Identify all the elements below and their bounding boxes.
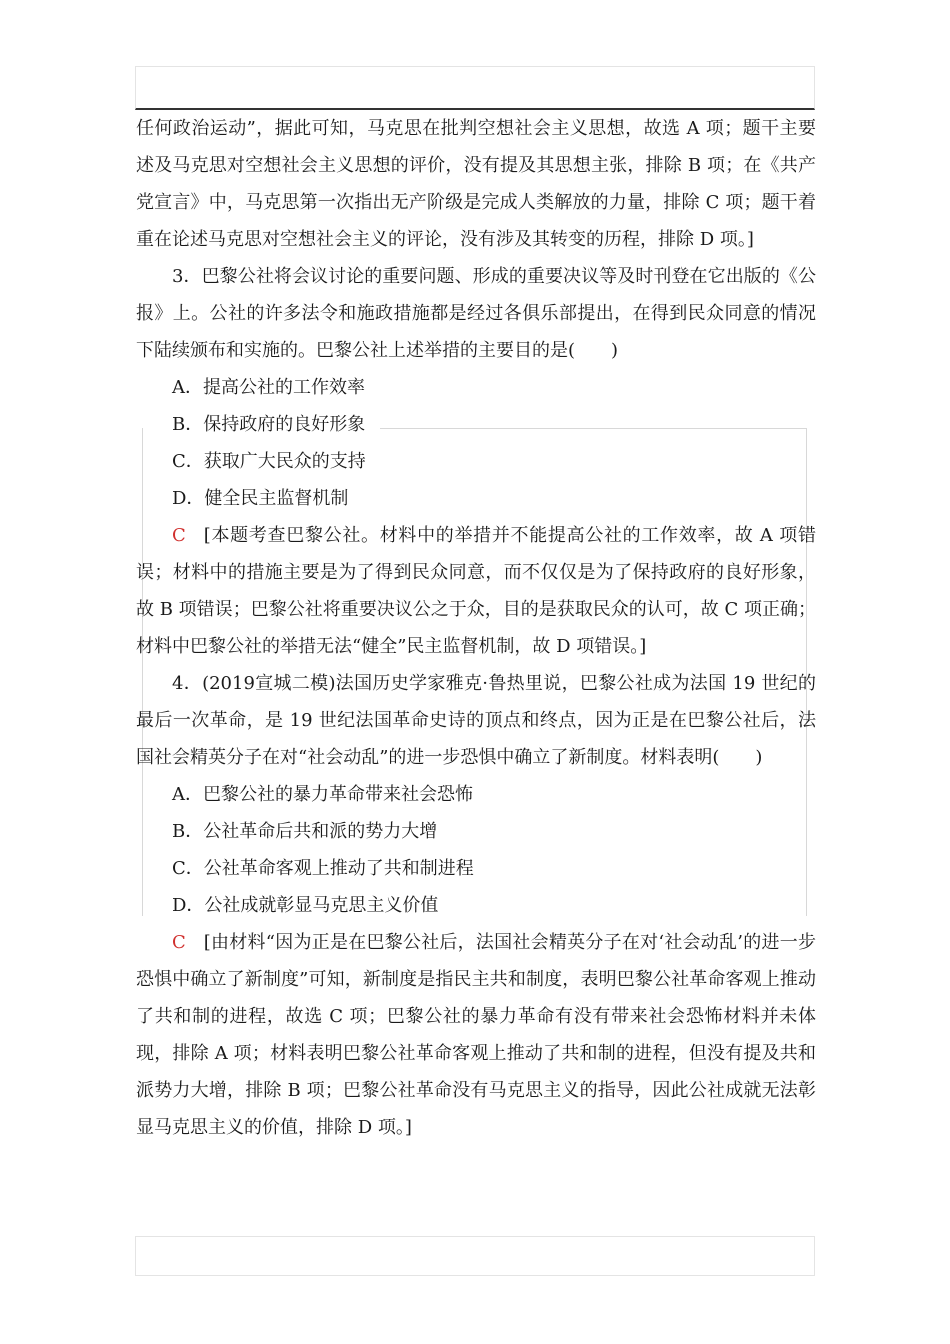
question-3-option-a: A．提高公社的工作效率: [172, 377, 365, 398]
question-3-option-c: C．获取广大民众的支持: [172, 451, 366, 472]
question-3-answer: C: [172, 525, 186, 546]
question-3-stem: 3．巴黎公社将会议讨论的重要问题、形成的重要决议等及时刊登在它出版的《公报》上。公社的许多法令和施政措施都是经过各俱乐部提出，在得到民众同意的情况下陆续颁布和实施的。巴黎公社上述举措的主要目的是( ): [136, 266, 816, 361]
question-4-option-a: A．巴黎公社的暴力革命带来社会恐怖: [172, 784, 473, 805]
question-4-option-d: D．公社成就彰显马克思主义价值: [172, 895, 439, 916]
question-4-answer: C: [172, 932, 186, 953]
page-header-box: [135, 66, 815, 110]
question-4-answer-block: [136, 924, 816, 1146]
question-3-option-b: B．保持政府的良好形象: [172, 414, 366, 435]
question-3-option-d: D．健全民主监督机制: [172, 488, 349, 509]
question-4-explanation: [由材料“因为正是在巴黎公社后，法国社会精英分子在对‘社会动乱’的进一步恐惧中确立了新制度”可知，新制度是指民主共和制度，表明巴黎公社革命客观上推动了共和制的进程，故选 C 项；巴黎公社的暴力革命有没有带来社会恐怖材料并未体现，排除 A 项；材料表明巴黎公社革命客观上推动了共和制的进程，但没有提及共和派势力大增，排除 B 项；巴黎公社革命没有马克思主义的指导，因此公社成就无法彰显马克思主义的价值，排除 D 项。]: [136, 932, 816, 1138]
previous-explanation: 任何政治运动”，据此可知，马克思在批判空想社会主义思想，故选 A 项；题干主要述及马克思对空想社会主义思想的评价，没有提及其思想主张，排除 B 项；在《共产党宣言》中，马克思第一次指出无产阶级是完成人类解放的力量，排除 C 项；题干着重在论述马克思对空想社会主义的评论，没有涉及其转变的历程，排除 D 项。]: [136, 118, 816, 250]
question-3-answer-block: [136, 517, 816, 665]
question-4-option-c: C．公社革命客观上推动了共和制进程: [172, 858, 474, 879]
document-body: [136, 110, 816, 1146]
question-3-explanation: [本题考查巴黎公社。材料中的举措并不能提高公社的工作效率，故 A 项错误；材料中的措施主要是为了得到民众同意，而不仅仅是为了保持政府的良好形象，故 B 项错误；巴黎公社将重要决议公之于众，目的是获取民众的认可，故 C 项正确；材料中巴黎公社的举措无法“健全”民主监督机制，故 D 项错误。]: [136, 525, 816, 657]
page-footer-box: [135, 1236, 815, 1276]
question-4-stem: 4．(2019宣城二模)法国历史学家雅克·鲁热里说，巴黎公社成为法国 19 世纪的最后一次革命，是 19 世纪法国革命史诗的顶点和终点，因为正是在巴黎公社后，法国社会精英分子在对“社会动乱”的进一步恐惧中确立了新制度。材料表明( ): [136, 673, 816, 768]
question-4-option-b: B．公社革命后共和派的势力大增: [172, 821, 438, 842]
